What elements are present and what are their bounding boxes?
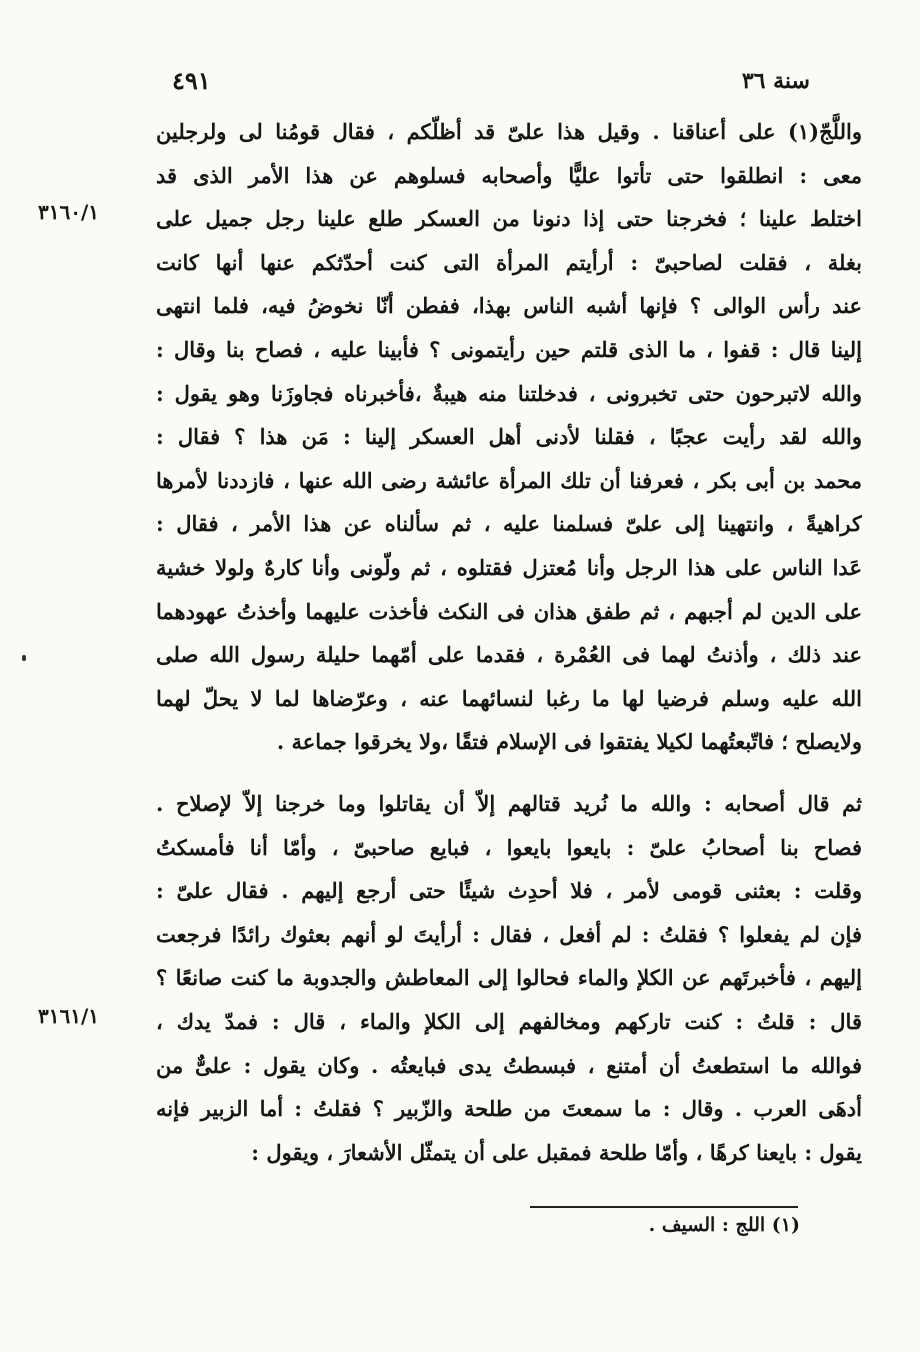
text-line: يقول : بايعنا كرهًا ، وأمّا طلحة فمقبل على أن يتمثّل الأشعارَ ، ويقول : bbox=[251, 1139, 862, 1165]
text-line: كراهيةً ، وانتهينا إلى علىّ فسلمنا عليه ، ثم سألناه عن هذا الأمر ، فقال : bbox=[156, 511, 862, 537]
text-line: محمد بن أبى بكر ، فعرفنا أن تلك المرأة عائشة رضى الله عنها ، فازددنا لأمرها bbox=[156, 467, 862, 493]
text-line: فصاح بنا أصحابُ علىّ : بايعوا بايعوا ، فبايع صاحبىّ ، وأمّا أنا فأمسكتُ bbox=[156, 834, 862, 860]
page-number: ٤٩١ bbox=[172, 66, 211, 95]
text-line: إليهم ، فأخبرتَهم عن الكلإ والماء فحالوا إلى المعاطش والجدوبة ما كنت صانعًا ؟ bbox=[156, 965, 862, 991]
text-line: بغلة ، فقلت لصاحبىّ : أرأيتم المرأة التى كنت أحدّثكم عنها أنها كانت bbox=[156, 249, 862, 275]
running-header bbox=[150, 66, 810, 106]
text-line: إلينا قال : قفوا ، ما الذى قلتم حين رأيتمونى ؟ فأبينا عليه ، فصاح بنا وقال : bbox=[156, 336, 862, 362]
paragraph-second bbox=[156, 782, 862, 1174]
footnote-divider bbox=[530, 1206, 798, 1208]
text-line: معى : انطلقوا حتى تأتوا عليًّا وأصحابه فسلوهم عن هذا الأمر الذى قد bbox=[156, 162, 862, 188]
text-line: ثم قال أصحابه : والله ما نُريد قتالهم إلاّ أن يقاتلوا وما خرجنا إلاّ لإصلاح . bbox=[156, 791, 862, 816]
margin-reference: ٣١٦١/١ bbox=[38, 1004, 100, 1028]
margin-reference: ٣١٦٠/١ bbox=[38, 200, 100, 224]
text-line: عند ذلك ، وأذنتُ لهما فى العُمْرة ، فقدما على أمّهما حليلة رسول الله صلى bbox=[156, 642, 862, 668]
year-label: سنة ٣٦ bbox=[741, 68, 810, 94]
text-line: واللَّجّ(١) على أعناقنا . وقيل هذا علىّ قد أظلّكم ، فقال قومُنا لى ولرجلين bbox=[156, 119, 862, 144]
text-line: فوالله ما استطعتُ أن أمتنع ، فبسطتُ يدى فبايعتُه . وكان يقول : علىٌّ من bbox=[156, 1052, 862, 1078]
text-line: أدهَى العرب . وقال : ما سمعتَ من طلحة والزّبير ؟ فقلتُ : أما الزبير فإنه bbox=[156, 1096, 862, 1122]
text-line: ولايصلح ؛ فاتّبعتُهما لكيلا يفتقوا فى الإسلام فتقًا ،ولا يخرقوا جماعة . bbox=[276, 729, 862, 755]
text-line: والله لاتبرحون حتى تخبرونى ، فدخلتنا منه هيبةٌ ،فأخبرناه فجاوزَنا وهو يقول : bbox=[156, 380, 862, 406]
ink-speck bbox=[22, 655, 26, 661]
text-line: وقلت : بعثنى قومى لأمر ، فلا أحدِث شيئًا حتى أرجع إليهم . فقال علىّ : bbox=[156, 878, 862, 904]
text-line: الله عليه وسلم فرضيا لها ما رغبا لنسائهما عنه ، وعرّضاها لما لا يحلّ لهما bbox=[156, 685, 862, 711]
text-line: فإن لم يفعلوا ؟ فقلتُ : لم أفعل ، فقال : أرأيتَ لو أنهم بعثوك رائدًا فرجعت bbox=[156, 921, 862, 947]
text-line: عَدا الناس على هذا الرجل وأنا مُعتزل فقتلوه ، ثم ولّونى وأنا كارهٌ ولولا خشية bbox=[156, 554, 862, 580]
paragraph-main bbox=[156, 110, 862, 764]
text-line: والله لقد رأيت عجبًا ، فقلنا لأدنى أهل العسكر إلينا : مَن هذا ؟ فقال : bbox=[156, 424, 862, 450]
footnote: (١) اللج : السيف . bbox=[648, 1214, 800, 1236]
text-line: عند رأس الوالى ؟ فإنها أشبه الناس بهذا، ففطن أنّا نخوضُ فيه، فلما انتهى bbox=[156, 293, 862, 319]
text-line: قال : قلتُ : كنت تاركهم ومخالفهم إلى الكلإ والماء ، قال : فمدّ يدك ، bbox=[156, 1008, 862, 1034]
text-line: على الدين لم أجبهم ، ثم طفق هذان فى النكث فأخذت عليهما وأخذتُ عهودهما bbox=[156, 598, 862, 624]
text-line: اختلط علينا ؛ فخرجنا حتى إذا دنونا من العسكر طلع علينا رجل جميل على bbox=[156, 206, 862, 232]
